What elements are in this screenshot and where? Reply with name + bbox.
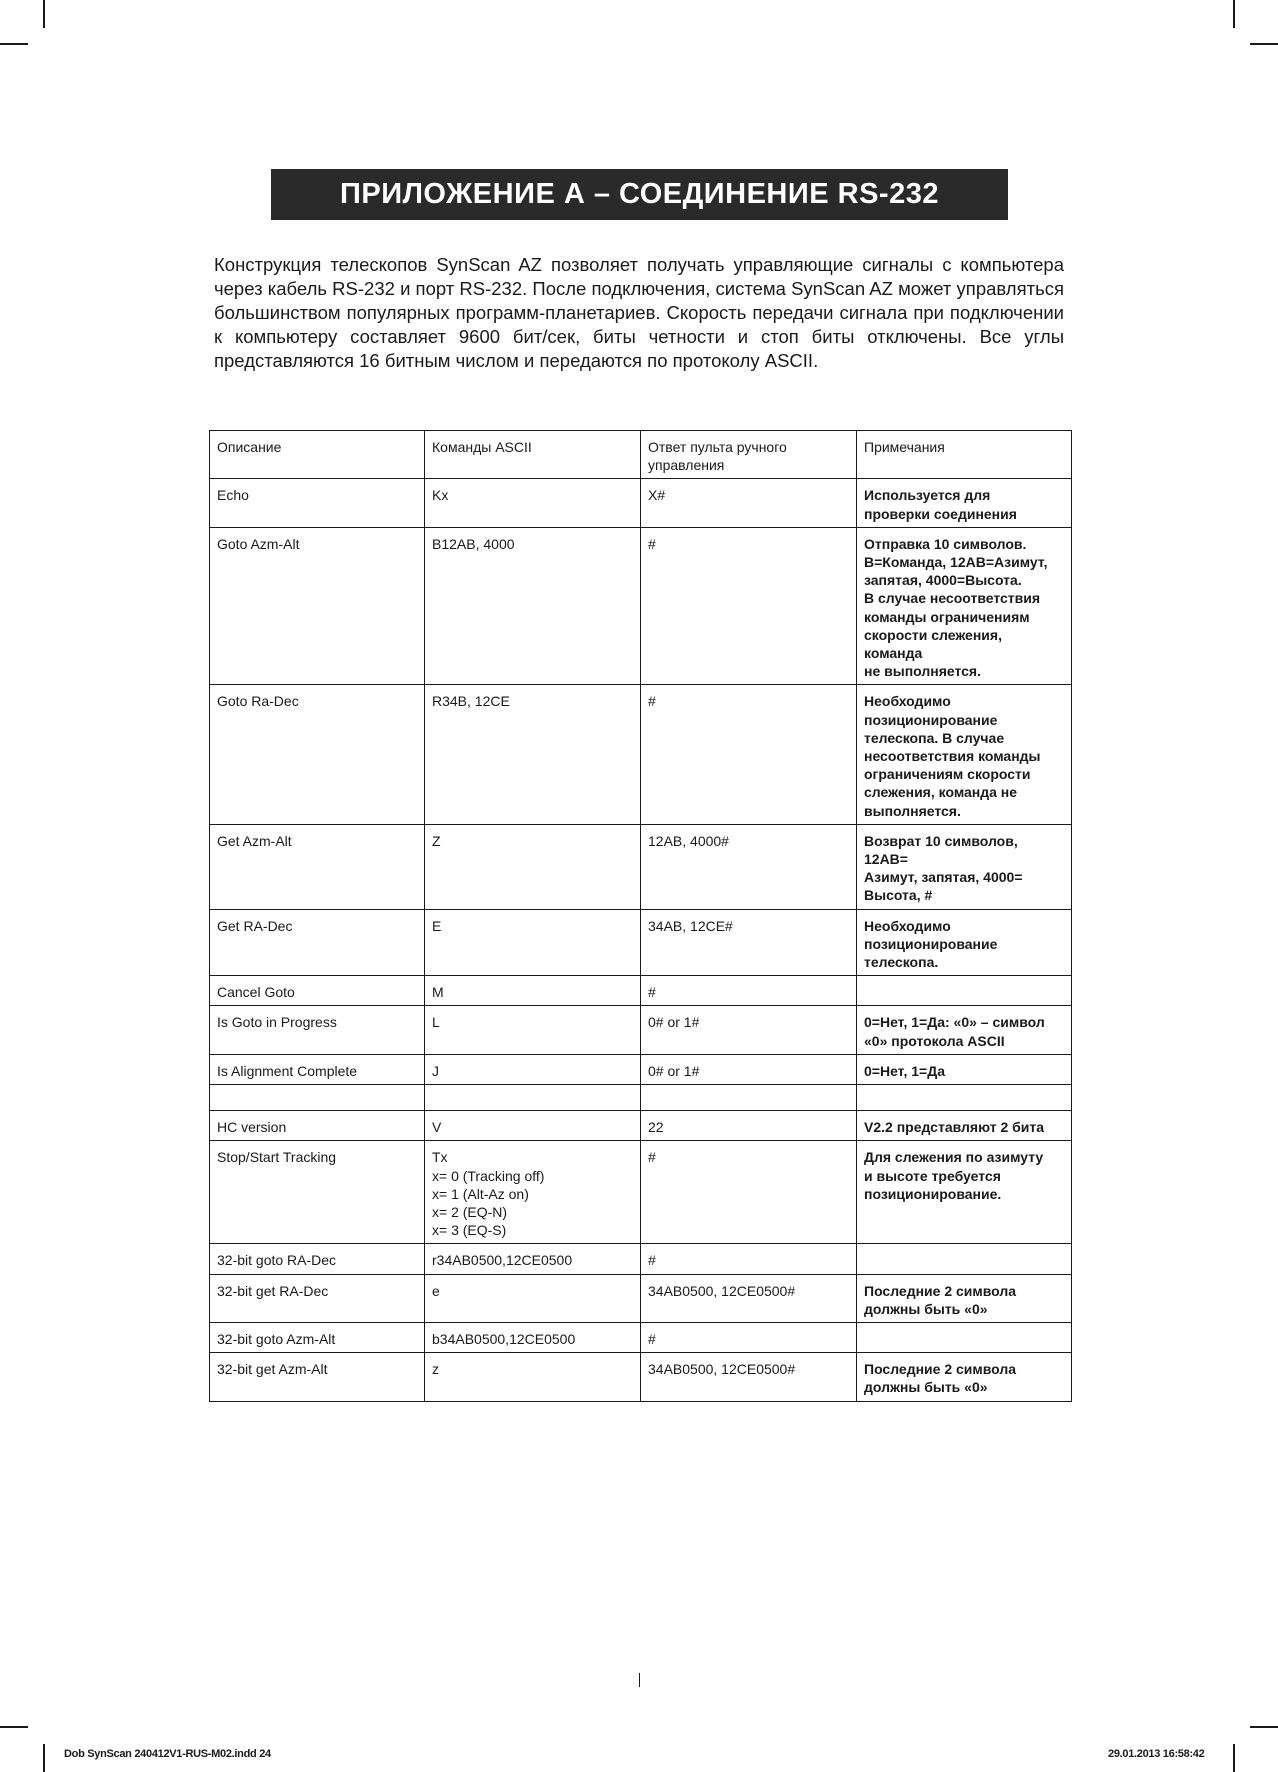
intro-paragraph: Конструкция телескопов SynScan AZ позволяет получать управляющие сигналы с компьютера через кабель RS-232 и порт RS-232. После подключения, система SynScan AZ может управляться большинством популярных программ-планетариев. Скорость передачи сигнала при подключении к компьютеру составляет 9600 бит/сек, биты четности и стоп биты отключены. Все углы представляются 16 битным числом и передаются по протоколу ASCII. (214, 254, 1064, 371)
table-row (210, 824, 1072, 909)
cell-description: HC version (210, 1111, 425, 1141)
cell-description (210, 1085, 425, 1111)
table-row (210, 1244, 1072, 1274)
table-row (210, 479, 1072, 527)
cell-description: 32-bit get Azm-Alt (210, 1353, 425, 1401)
cell-hand-controller-response: 22 (641, 1111, 857, 1141)
table-header-row (210, 431, 1072, 479)
cell-notes: Последние 2 символа должны быть «0» (857, 1274, 1072, 1322)
cell-notes (857, 1085, 1072, 1111)
cell-hand-controller-response: # (641, 527, 857, 685)
cell-description: Cancel Goto (210, 976, 425, 1006)
cell-notes: Необходимо позиционирование телескопа. (857, 909, 1072, 976)
cell-notes (857, 1322, 1072, 1352)
cell-description: Goto Ra-Dec (210, 685, 425, 824)
table-row (210, 685, 1072, 824)
cell-hand-controller-response: 12AB, 4000# (641, 824, 857, 909)
cell-ascii-command: e (425, 1274, 641, 1322)
cell-hand-controller-response (641, 1085, 857, 1111)
header-ascii-command: Команды ASCII (425, 431, 641, 479)
cell-notes: Отправка 10 символов. B=Команда, 12AB=Азимут, запятая, 4000=Высота. В случае несоответствия команды ограничениям скорости слежения, команда не выполняется. (857, 527, 1072, 685)
cell-notes: V2.2 представляют 2 бита (857, 1111, 1072, 1141)
crop-mark-bottom-right-h (1250, 1726, 1278, 1728)
cell-notes: Для слежения по азимуту и высоте требуется позиционирование. (857, 1141, 1072, 1244)
cell-notes: Возврат 10 символов, 12AB= Азимут, запятая, 4000= Высота, # (857, 824, 1072, 909)
cell-hand-controller-response: 34AB0500, 12CE0500# (641, 1274, 857, 1322)
cell-hand-controller-response: 34AB, 12CE# (641, 909, 857, 976)
cell-hand-controller-response: X# (641, 479, 857, 527)
cell-hand-controller-response: 34AB0500, 12CE0500# (641, 1353, 857, 1401)
slug-timestamp: 29.01.2013 16:58:42 (1108, 1748, 1205, 1760)
cell-ascii-command: R34B, 12CE (425, 685, 641, 824)
cell-notes: Последние 2 символа должны быть «0» (857, 1353, 1072, 1401)
slug-file-info: Dob SynScan 240412V1-RUS-M02.indd 24 (64, 1748, 271, 1760)
header-notes: Примечания (857, 431, 1072, 479)
cell-description: Get RA-Dec (210, 909, 425, 976)
cell-ascii-command: r34AB0500,12CE0500 (425, 1244, 641, 1274)
page-title: ПРИЛОЖЕНИЕ А – СОЕДИНЕНИЕ RS-232 (271, 169, 1008, 220)
cell-description: 32-bit goto RA-Dec (210, 1244, 425, 1274)
cell-description: Echo (210, 479, 425, 527)
cell-hand-controller-response: # (641, 1322, 857, 1352)
cell-notes (857, 976, 1072, 1006)
cell-ascii-command: Z (425, 824, 641, 909)
table-row (210, 527, 1072, 685)
cell-ascii-command (425, 1085, 641, 1111)
crop-mark-bottom-left-v (43, 1744, 45, 1772)
cell-ascii-command: Tx x= 0 (Tracking off) x= 1 (Alt-Az on) x= 2 (EQ-N) x= 3 (EQ-S) (425, 1141, 641, 1244)
cell-ascii-command: z (425, 1353, 641, 1401)
cell-notes: Необходимо позиционирование телескопа. В случае несоответствия команды ограничениям скорости слежения, команда не выполняется. (857, 685, 1072, 824)
table-row (210, 1322, 1072, 1352)
cell-description: 32-bit goto Azm-Alt (210, 1322, 425, 1352)
cell-ascii-command: E (425, 909, 641, 976)
cell-description: Get Azm-Alt (210, 824, 425, 909)
cell-hand-controller-response: # (641, 1141, 857, 1244)
cell-ascii-command: J (425, 1054, 641, 1084)
rs232-command-table (209, 430, 1072, 1402)
cell-notes: 0=Нет, 1=Да (857, 1054, 1072, 1084)
cell-description: Stop/Start Tracking (210, 1141, 425, 1244)
crop-mark-bottom-left-h (0, 1726, 28, 1728)
crop-mark-top-left-h (0, 43, 28, 45)
cell-ascii-command: M (425, 976, 641, 1006)
cell-hand-controller-response: # (641, 976, 857, 1006)
table-row (210, 909, 1072, 976)
cell-ascii-command: b34AB0500,12CE0500 (425, 1322, 641, 1352)
cell-notes: Используется для проверки соединения (857, 479, 1072, 527)
cell-ascii-command: L (425, 1006, 641, 1054)
crop-mark-top-right-v (1233, 0, 1235, 28)
cell-description: Is Goto in Progress (210, 1006, 425, 1054)
cell-notes: 0=Нет, 1=Да: «0» – символ «0» протокола ASCII (857, 1006, 1072, 1054)
cell-description: Goto Azm-Alt (210, 527, 425, 685)
cell-hand-controller-response: 0# or 1# (641, 1006, 857, 1054)
table-row (210, 1054, 1072, 1084)
cell-ascii-command: B12AB, 4000 (425, 527, 641, 685)
cell-hand-controller-response: # (641, 1244, 857, 1274)
cell-hand-controller-response: # (641, 685, 857, 824)
cell-hand-controller-response: 0# or 1# (641, 1054, 857, 1084)
cell-ascii-command: V (425, 1111, 641, 1141)
cell-notes (857, 1244, 1072, 1274)
page-number-mark (639, 1673, 640, 1687)
cell-ascii-command: Kx (425, 479, 641, 527)
table-row (210, 976, 1072, 1006)
crop-mark-bottom-right-v (1233, 1744, 1235, 1772)
table-row (210, 1141, 1072, 1244)
header-description: Описание (210, 431, 425, 479)
cell-description: Is Alignment Complete (210, 1054, 425, 1084)
header-hand-controller-response: Ответ пульта ручного управления (641, 431, 857, 479)
table-row (210, 1085, 1072, 1111)
cell-description: 32-bit get RA-Dec (210, 1274, 425, 1322)
table-row (210, 1006, 1072, 1054)
crop-mark-top-right-h (1250, 43, 1278, 45)
table-row (210, 1274, 1072, 1322)
table-row (210, 1353, 1072, 1401)
crop-mark-top-left-v (43, 0, 45, 28)
table-row (210, 1111, 1072, 1141)
